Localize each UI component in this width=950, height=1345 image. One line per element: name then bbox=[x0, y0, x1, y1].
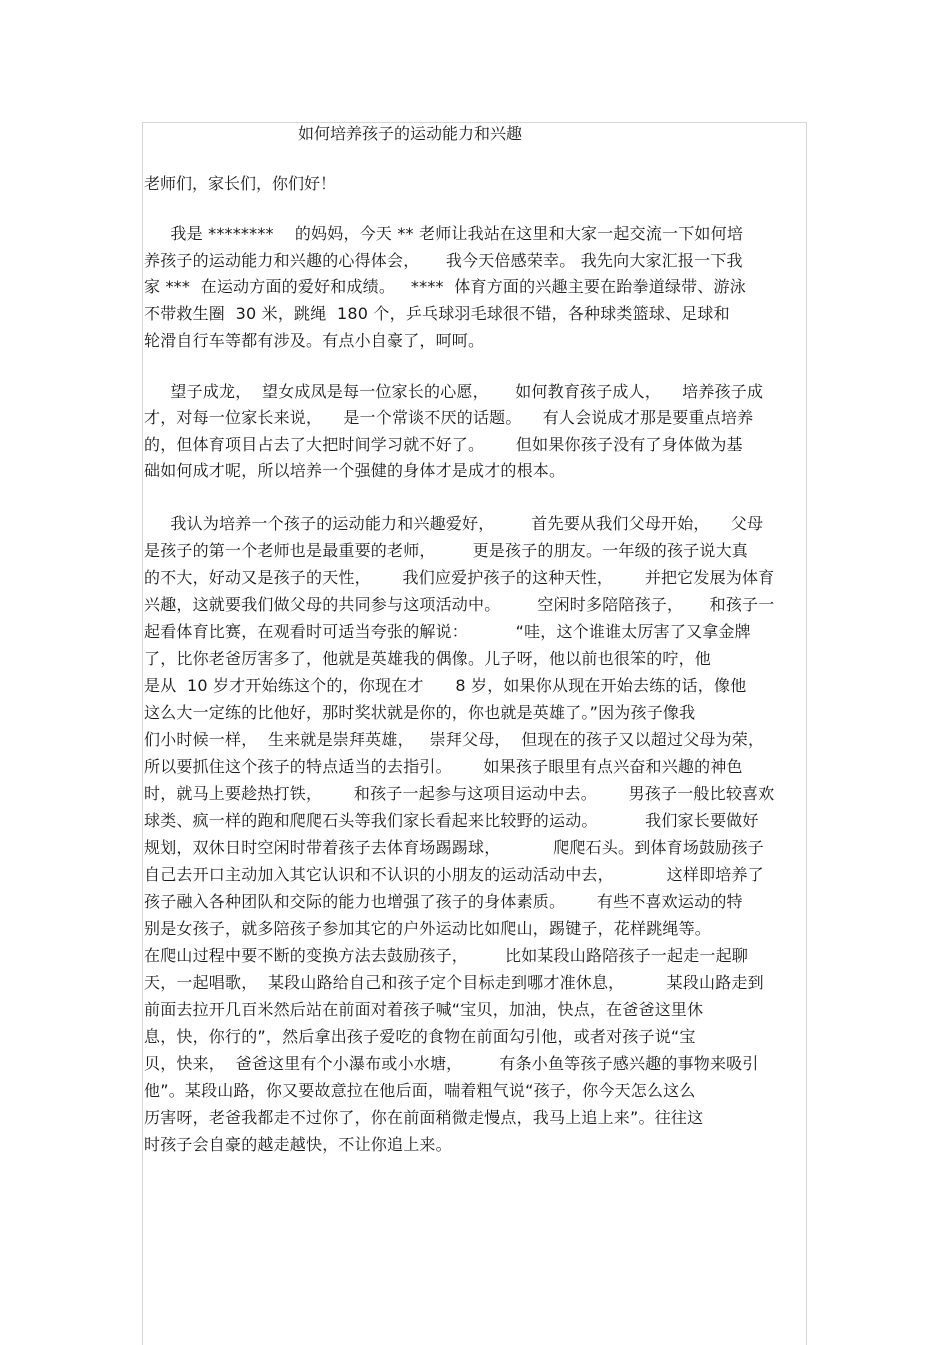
paragraph-line: 前面去拉开几百米然后站在前面对着孩子喊“宝贝，加油，快点，在爸爸这里休 bbox=[144, 1000, 704, 1019]
greeting: 老师们，家长们，你们好！ bbox=[144, 174, 337, 193]
paragraph-line: 别是女孩子，就多陪孩子参加其它的户外运动比如爬山，踢键子，花样跳绳等。 bbox=[144, 919, 712, 938]
paragraph-line: 我认为培养一个孩子的运动能力和兴趣爱好， 首先要从我们父母开始， 父母 bbox=[144, 514, 764, 533]
paragraph-line: 在爬山过程中要不断的变换方法去鼓励孩子， 比如某段山路陪孩子一起走一起聊 bbox=[144, 946, 749, 965]
paragraph-line: 他”。某段山路，你又要故意拉在他后面，喘着粗气说“孩子，你今天怎么这么 bbox=[144, 1081, 696, 1100]
paragraph-line: 才，对每一位家长来说， 是一个常谈不厌的话题。 有人会说成才那是要重点培养 bbox=[144, 408, 754, 427]
document-title: 如何培养孩子的运动能力和兴趣 bbox=[298, 124, 523, 143]
paragraph-line: 孩子融入各种团队和交际的能力也增强了孩子的身体素质。 有些不喜欢运动的特 bbox=[144, 892, 743, 911]
paragraph-line: 这么大一定练的比他好，那时奖状就是你的，你也就是英雄了。”因为孩子像我 bbox=[144, 703, 696, 722]
paragraph-line: 家 *** 在运动方面的爱好和成绩。 **** 体育方面的兴趣主要在跆拳道绿带、游泳 bbox=[144, 277, 746, 296]
paragraph-line: 天，一起唱歌， 某段山路给自己和孩子定个目标走到哪才准休息， 某段山路走到 bbox=[144, 973, 764, 992]
paragraph-line: 养孩子的运动能力和兴趣的心得体会， 我今天倍感荣幸。 我先向大家汇报一下我 bbox=[144, 251, 743, 270]
paragraph-line: 轮滑自行车等都有涉及。有点小自豪了，呵呵。 bbox=[144, 331, 485, 350]
paragraph-line: 起看体育比赛，在观看时可适当夸张的解说： “哇，这个谁谁太厉害了又拿金牌 bbox=[144, 622, 751, 641]
paragraph-line: 球类、疯一样的跑和爬爬石头等我们家长看起来比较野的运动。 我们家长要做好 bbox=[144, 811, 759, 830]
paragraph-line: 时，就马上要趁热打铁， 和孩子一起参与这项目运动中去。 男孩子一般比较喜欢 bbox=[144, 784, 775, 803]
paragraph-line: 时孩子会自豪的越走越快，不让你追上来。 bbox=[144, 1135, 452, 1154]
paragraph-line: 是从 10 岁才开始练这个的，你现在才 8 岁，如果你从现在开始去练的话，像他 bbox=[144, 676, 747, 695]
paragraph-line: 础如何成才呢，所以培养一个强健的身体才是成才的根本。 bbox=[144, 461, 566, 480]
paragraph-line: 们小时候一样， 生来就是崇拜英雄， 崇拜父母， 但现在的孩子又以超过父母为荣， bbox=[144, 730, 765, 749]
paragraph-line: 兴趣，这就要我们做父母的共同参与这项活动中。 空闲时多陪陪孩子， 和孩子一 bbox=[144, 595, 775, 614]
paragraph-line: 的不大，好动又是孩子的天性， 我们应爱护孩子的这种天性， 并把它发展为体育 bbox=[144, 568, 775, 587]
paragraph-line: 自己去开口主动加入其它认识和不认识的小朋友的运动活动中去， 这样即培养了 bbox=[144, 865, 764, 884]
paragraph-line: 贝，快来， 爸爸这里有个小瀑布或小水塘， 有条小鱼等孩子感兴趣的事物来吸引 bbox=[144, 1054, 759, 1073]
paragraph-line: 我是 ******** 的妈妈，今天 ** 老师让我站在这里和大家一起交流一下如何培 bbox=[144, 224, 744, 243]
paragraph-line: 望子成龙， 望女成凤是每一位家长的心愿， 如何教育孩子成人， 培养孩子成 bbox=[144, 382, 764, 401]
paragraph-line: 息，快，你行的”，然后拿出孩子爱吃的食物在前面勾引他，或者对孩子说“宝 bbox=[144, 1027, 696, 1046]
paragraph-line: 历害呀，老爸我都走不过你了，你在前面稍微走慢点，我马上追上来”。往往这 bbox=[144, 1108, 704, 1127]
paragraph-line: 所以要抓住这个孩子的特点适当的去指引。 如果孩子眼里有点兴奋和兴趣的神色 bbox=[144, 757, 743, 776]
paragraph-line: 不带救生圈 30 米，跳绳 180 个，乒乓球羽毛球很不错，各种球类篮球、足球和 bbox=[144, 304, 730, 323]
paragraph-line: 规划，双休日时空闲时带着孩子去体育场踢踢球， 爬爬石头。到体育场鼓励孩子 bbox=[144, 838, 764, 857]
paragraph-line: 了，比你老爸厉害多了，他就是英雄我的偶像。儿子呀，他以前也很笨的咛，他 bbox=[144, 649, 712, 668]
paragraph-line: 是孩子的第一个老师也是最重要的老师， 更是孩子的朋友。一年级的孩子说大真 bbox=[144, 541, 749, 560]
paragraph-line: 的，但体育项目占去了大把时间学习就不好了。 但如果你孩子没有了身体做为基 bbox=[144, 435, 743, 454]
